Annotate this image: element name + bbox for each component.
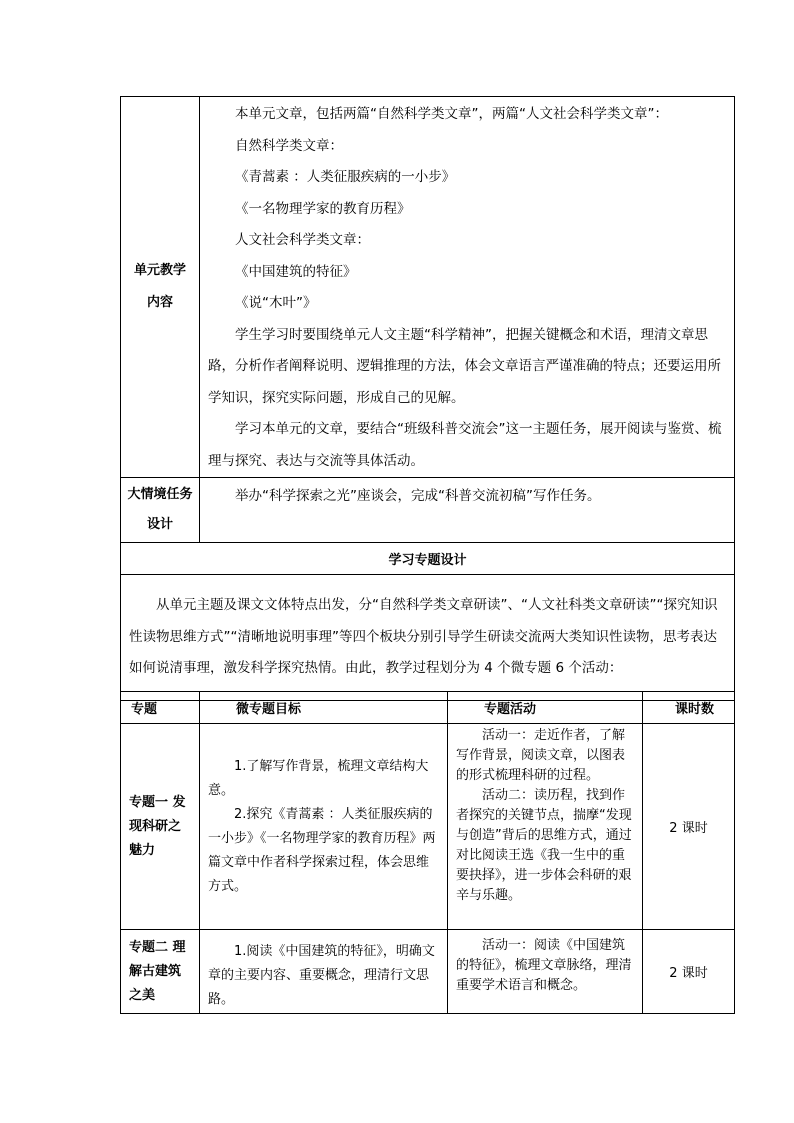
unit-content-paragraph: 人文社会科学类文章： [235, 232, 370, 248]
goal-cell [200, 724, 448, 930]
unit-info-table [120, 96, 735, 701]
unit-content-label [121, 97, 200, 478]
task-design-label [121, 478, 200, 543]
activity-item: 活动二：读历程，找到作者探究的关键节点，揣摩“发现与创造”背后的思维方式，通过对比阅读王选《我一生中的重要抉择》，进一步体会科研的艰辛与乐趣。 [456, 788, 632, 903]
goal-item: 1.了解写作背景，梳理文章结构大意。 [208, 758, 429, 798]
goal-cell [200, 930, 448, 1014]
topic-name: 专题二 理解古建筑之美 [129, 939, 186, 1003]
header-hours-label: 课时数 [675, 702, 715, 717]
unit-content-paragraph: 《一名物理学家的教育历程》 [235, 200, 411, 217]
activity-cell [448, 930, 643, 1014]
unit-content-paragraph: 《青蒿素 ：人类征服疾病的一小步》 [235, 169, 456, 185]
unit-content-paragraph: 学习本单元的文章，要结合“班级科普交流会”这一主题任务，展开阅读与鉴赏、梳理与探究、表达与交流等具体活动。 [208, 421, 722, 469]
topic-design-intro: 从单元主题及课文文体特点出发，分“自然科学类文章研读”、“人文社科类文章研读”“探究知识性读物思维方式”“清晰地说明事理”等四个板块分别引导学生研读交流两大类知识性读物，思考表达如何说清事理，激发科学探究热情。由此，教学过程划分为 4 个微专题 6 个活动： [129, 597, 718, 677]
goal-item: 1.阅读《中国建筑的特征》，明确文章的主要内容、重要概念，理清行文思路。 [208, 944, 435, 1007]
micro-topic-table [120, 691, 735, 1014]
unit-content-paragraph: 《说“木叶”》 [235, 295, 317, 311]
hours-value: 2 课时 [669, 821, 708, 836]
unit-content-paragraph: 自然科学类文章： [235, 137, 343, 154]
goal-item: 2.探究《青蒿素 ：人类征服疾病的一小步》《一名物理学家的教育历程》两篇文章中作者科学探索过程，体会思维方式。 [208, 806, 436, 894]
unit-content-paragraph: 学生学习时要围绕单元人文主题“科学精神”，把握关键概念和术语，理清文章思路，分析作者阐释说明、逻辑推理的方法，体会文章语言严谨准确的特点；还要运用所学知识，探究实际问题，形成自己的见解。 [208, 326, 721, 406]
task-design-cell [200, 478, 735, 543]
unit-content-label-line1: 单元教学 [133, 263, 186, 278]
header-goal-label: 微专题目标 [236, 702, 302, 717]
header-activity-label: 专题活动 [484, 702, 537, 717]
header-topic [121, 692, 200, 724]
topic-design-title: 学习专题设计 [388, 553, 467, 568]
activity-cell [448, 724, 643, 930]
header-goal [200, 692, 448, 724]
unit-content-paragraph: 《中国建筑的特征》 [235, 263, 357, 280]
task-design-label-text: 大情境任务设计 [127, 487, 193, 532]
hours-cell [643, 724, 735, 930]
task-design-text: 举办“科学探索之光”座谈会，完成“科普交流初稿”写作任务。 [235, 488, 601, 504]
topic-cell [121, 930, 200, 1014]
unit-content-cell [200, 97, 735, 478]
topic-design-intro-cell [121, 575, 735, 701]
header-topic-label: 专题 [131, 702, 158, 717]
activity-item: 活动一：走近作者，了解写作背景，阅读文章，以图表的形式梳理科研的过程。 [456, 728, 626, 783]
topic-name: 专题一 发现科研之魅力 [129, 794, 186, 858]
unit-content-label-line2: 内容 [146, 295, 173, 310]
activity-item: 活动一：阅读《中国建筑的特征》，梳理文章脉络，理清重要学术语言和概念。 [456, 938, 632, 993]
topic-design-title-cell [121, 543, 735, 575]
hours-cell [643, 930, 735, 1014]
topic-cell [121, 724, 200, 930]
header-hours [643, 692, 735, 724]
hours-value: 2 课时 [669, 966, 708, 981]
unit-content-paragraph: 本单元文章，包括两篇“自然科学类文章”，两篇“人文社会科学类文章”： [235, 106, 668, 122]
header-activity [448, 692, 643, 724]
